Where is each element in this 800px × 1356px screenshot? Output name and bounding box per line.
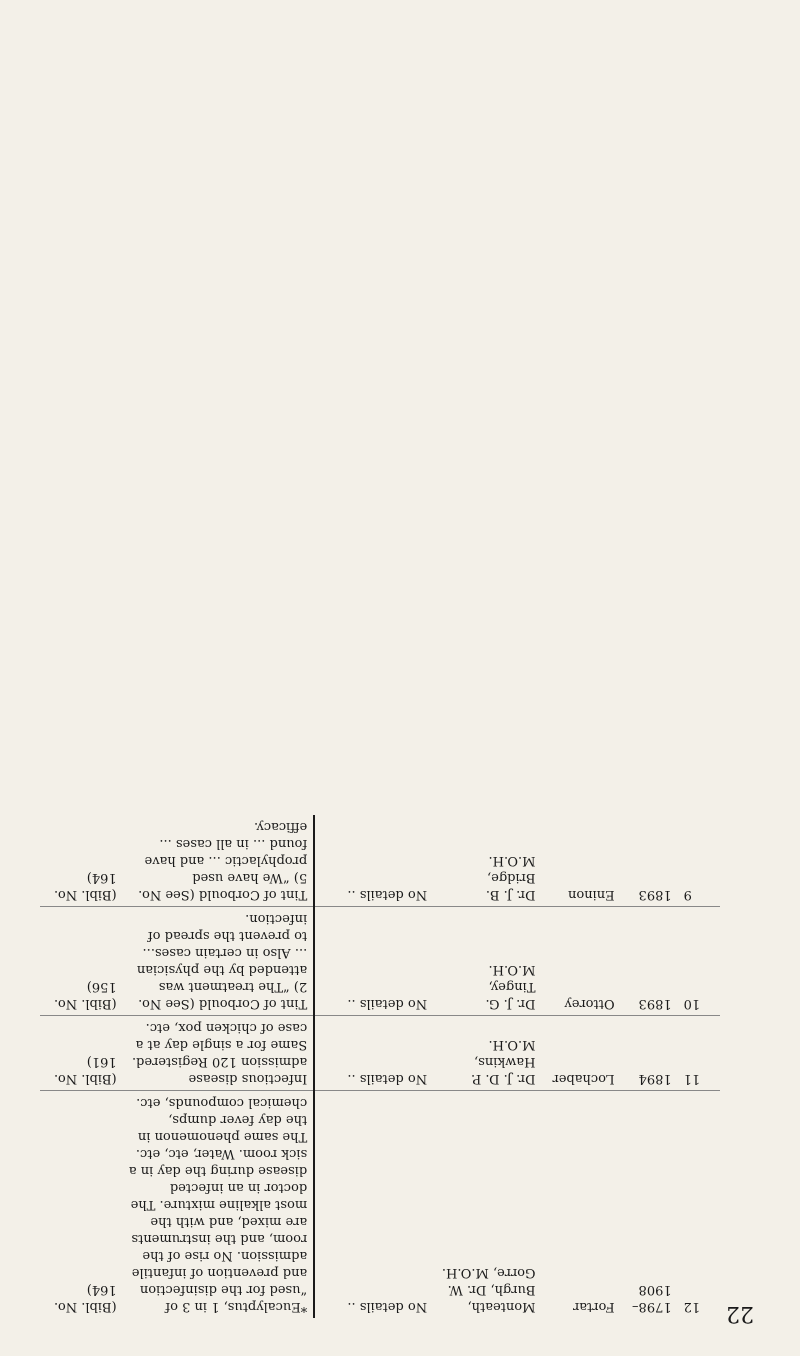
row-author: Dr. J. D. P. Hawkins, M.O.H. — [433, 1016, 541, 1091]
row-author: Dr. J. B. Bridge, M.O.H. — [433, 815, 541, 907]
table-row — [40, 1016, 720, 1091]
row-year: 1894 — [621, 1016, 678, 1091]
row-ref: (Bibl. No. 156) — [40, 907, 123, 1016]
row-number: 12 — [683, 1299, 701, 1314]
row-author: Dr. J. G. Tingey, M.O.H. — [433, 907, 541, 1016]
row-place: Lochaber — [541, 1016, 620, 1091]
row-number: 11 — [678, 1016, 720, 1091]
page-number: 22 — [726, 1301, 754, 1326]
row-ref: (Bibl. No. 164) — [40, 815, 123, 907]
row-number: 10 — [678, 907, 720, 1016]
row-ref: (Bibl. No. 164) — [54, 1282, 117, 1314]
document-sheet — [40, 30, 760, 1326]
row-text: Tint of Corbould (See No. 2) “The treatment was attended by the physician ... Also in certain cases... to prevent the spread of infection. — [123, 907, 315, 1016]
row-ref: (Bibl. No. 161) — [40, 1016, 123, 1091]
row-details: No details .. — [314, 815, 433, 907]
table-row — [40, 1091, 720, 1319]
records-table — [40, 815, 720, 1318]
row-details: No details .. — [347, 1299, 428, 1314]
row-year: 1798–1908 — [632, 1282, 672, 1314]
row-details: No details .. — [314, 1016, 433, 1091]
row-text: Infectious disease admission 120 Registered. Same for a single day at a case of chicken pox, etc. — [123, 1016, 315, 1091]
row-year: 1893 — [621, 907, 678, 1016]
table-row — [40, 907, 720, 1016]
row-year: 1893 — [621, 815, 678, 907]
row-details: No details .. — [314, 907, 433, 1016]
table-row — [40, 815, 720, 907]
row-place: Ottorey — [541, 907, 620, 1016]
row-number: 9 — [678, 815, 720, 907]
row-place: Fortar — [573, 1299, 615, 1314]
row-text: *Eucalyptus, 1 in 3 of “used for the disinfection and prevention of infantile admission. No rise of the room, and the instruments are mixed, and with the most alkaline mixture. The doctor in an infected disease during the day in a sick room. Water, etc, etc. The same phenomenon in the day fever dumps, chemical compounds, etc. — [123, 1091, 315, 1319]
row-text: Tint of Corbould (See No. 5) “We have used prophylactic ... and have found ... in all cases ... efficacy. — [123, 815, 315, 907]
row-author: Monteath, Burgh, Dr. W. Gorre, M.O.H. — [441, 1265, 536, 1314]
row-place: Eninon — [541, 815, 620, 907]
